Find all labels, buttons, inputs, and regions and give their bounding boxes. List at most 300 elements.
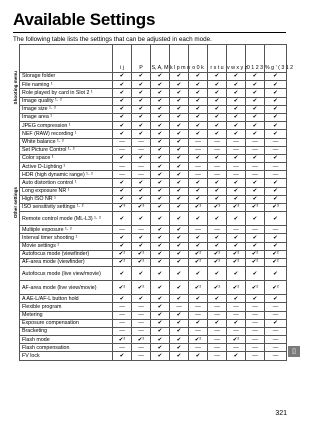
availability-cell: — [132, 303, 151, 311]
availability-cell: ✔ [265, 113, 287, 121]
availability-cell: — [113, 311, 132, 319]
availability-cell: ✔ [151, 212, 170, 226]
availability-cell: ✔ [132, 105, 151, 113]
availability-cell: — [189, 311, 208, 319]
table-row [20, 163, 287, 171]
availability-cell: — [132, 138, 151, 146]
availability-cell: — [265, 146, 287, 154]
availability-cell: ✔ [208, 234, 227, 242]
setting-name: Active D-Lighting ¹ [20, 163, 113, 171]
availability-cell: ✔³ [208, 204, 227, 212]
availability-cell: — [246, 163, 265, 171]
availability-cell: ✔ [246, 179, 265, 187]
setting-name: White balance ¹· ² [20, 138, 113, 146]
setting-name: Image area ¹ [20, 113, 113, 121]
availability-cell: — [189, 146, 208, 154]
availability-cell: ✔ [151, 226, 170, 234]
availability-cell: — [208, 146, 227, 154]
availability-cell: ✔ [170, 204, 189, 212]
availability-cell: — [265, 336, 287, 344]
availability-cell: ✔ [113, 212, 132, 226]
availability-cell: ✔³ [227, 204, 246, 212]
availability-cell: — [132, 163, 151, 171]
setting-name: AF-area mode (viewfinder) [20, 258, 113, 266]
table-row [20, 179, 287, 187]
availability-cell: ✔ [265, 242, 287, 250]
availability-cell: ✔ [189, 352, 208, 360]
setting-name: File naming ¹ [20, 81, 113, 89]
availability-cell: ✔ [132, 179, 151, 187]
availability-cell: ✔ [151, 295, 170, 303]
availability-cell: — [113, 138, 132, 146]
availability-cell: — [113, 163, 132, 171]
availability-cell: ✔ [208, 267, 227, 281]
availability-cell: ✔ [265, 73, 287, 81]
availability-cell: — [113, 303, 132, 311]
availability-cell: ✔² [265, 250, 287, 258]
setting-name: Long exposure NR ¹ [20, 187, 113, 195]
availability-cell: ✔ [132, 187, 151, 195]
availability-cell: ✔ [265, 89, 287, 97]
availability-cell: ✔ [170, 89, 189, 97]
availability-cell: — [170, 303, 189, 311]
availability-cell: ✔ [151, 336, 170, 344]
availability-cell: ✔ [170, 122, 189, 130]
availability-cell: ✔ [151, 267, 170, 281]
availability-cell: ✔ [208, 89, 227, 97]
setting-name: Bracketing [20, 327, 113, 335]
availability-cell: ✔² [208, 281, 227, 295]
availability-cell: ✔ [265, 81, 287, 89]
availability-cell: — [227, 163, 246, 171]
availability-cell: ✔ [227, 187, 246, 195]
availability-cell: ✔ [151, 319, 170, 327]
availability-cell: ✔ [208, 130, 227, 138]
availability-cell: ✔ [227, 319, 246, 327]
availability-cell: ✔² [189, 336, 208, 344]
table-row [20, 281, 287, 295]
availability-cell: ✔ [189, 89, 208, 97]
availability-cell: ✔ [132, 97, 151, 105]
availability-cell: ✔ [170, 344, 189, 352]
table-row [20, 195, 287, 203]
availability-cell: ✔ [113, 195, 132, 203]
availability-cell: ✔ [151, 171, 170, 179]
group-label-other-settings: Other settings [13, 187, 18, 219]
availability-cell: ✔ [151, 179, 170, 187]
settings-table-wrapper [19, 44, 294, 361]
availability-cell: ✔ [246, 234, 265, 242]
setting-name: Set Picture Control ¹· ² [20, 146, 113, 154]
table-row [20, 89, 287, 97]
availability-cell: ✔ [189, 295, 208, 303]
availability-cell: ✔ [208, 81, 227, 89]
availability-cell: ✔³ [246, 204, 265, 212]
availability-cell: ✔ [151, 163, 170, 171]
availability-cell: ✔ [132, 212, 151, 226]
availability-cell: ✔ [170, 195, 189, 203]
table-row [20, 327, 287, 335]
setting-name: NEF (RAW) recording ¹ [20, 130, 113, 138]
availability-cell: ✔ [170, 267, 189, 281]
availability-cell: — [265, 327, 287, 335]
availability-cell: ✔ [227, 195, 246, 203]
availability-cell: ✔³ [189, 204, 208, 212]
availability-cell: ✔ [208, 295, 227, 303]
availability-cell: ✔ [170, 179, 189, 187]
availability-cell: ✔ [227, 81, 246, 89]
availability-cell: ✔ [170, 73, 189, 81]
availability-cell: ✔² [132, 336, 151, 344]
availability-cell: ✔³ [265, 204, 287, 212]
availability-cell: ✔ [113, 295, 132, 303]
availability-cell: ✔ [113, 130, 132, 138]
availability-cell: ✔ [132, 267, 151, 281]
setting-name: Flash mode [20, 336, 113, 344]
availability-cell: ✔ [189, 319, 208, 327]
availability-cell: ✔ [151, 242, 170, 250]
availability-cell: ✔ [151, 281, 170, 295]
availability-cell: ✔ [189, 267, 208, 281]
availability-cell: ✔ [132, 81, 151, 89]
availability-cell: ✔ [246, 113, 265, 121]
availability-cell: ✔² [246, 250, 265, 258]
availability-cell: ✔² [265, 281, 287, 295]
availability-cell: ✔ [132, 295, 151, 303]
availability-cell: ✔² [113, 258, 132, 266]
header-mode-col: 0 1 2 3 [246, 45, 265, 73]
availability-cell: ✔ [170, 336, 189, 344]
availability-cell: — [265, 226, 287, 234]
availability-cell: ✔ [113, 154, 132, 162]
availability-cell: ✔ [227, 130, 246, 138]
availability-cell: ✔ [113, 105, 132, 113]
setting-name: Role played by card in Slot 2 ¹ [20, 89, 113, 97]
availability-cell: — [132, 146, 151, 154]
availability-cell: — [132, 226, 151, 234]
header-mode-col: P [132, 45, 151, 73]
availability-cell: ✔ [227, 154, 246, 162]
availability-cell: ✔ [113, 81, 132, 89]
availability-cell: ✔ [208, 242, 227, 250]
availability-cell: ✔ [151, 89, 170, 97]
setting-name: Autofocus mode (viewfinder) [20, 250, 113, 258]
availability-cell: — [265, 352, 287, 360]
availability-cell: ✔² [227, 336, 246, 344]
availability-cell: ✔ [246, 81, 265, 89]
availability-cell: — [113, 226, 132, 234]
setting-name: Interval timer shooting ¹ [20, 234, 113, 242]
availability-cell: ✔ [151, 97, 170, 105]
availability-cell: — [227, 311, 246, 319]
availability-cell: ✔ [170, 319, 189, 327]
availability-cell: — [246, 319, 265, 327]
availability-cell: ✔² [132, 281, 151, 295]
availability-cell: ✔ [246, 187, 265, 195]
availability-cell: — [227, 138, 246, 146]
availability-cell: ✔ [113, 352, 132, 360]
availability-cell: — [189, 163, 208, 171]
availability-cell: ✔² [113, 336, 132, 344]
availability-cell: — [265, 171, 287, 179]
availability-cell: ✔ [151, 138, 170, 146]
setting-name: Remote control mode (ML-L3) ¹· ² [20, 212, 113, 226]
availability-cell: — [227, 344, 246, 352]
availability-cell: — [246, 344, 265, 352]
availability-cell: ✔ [132, 154, 151, 162]
availability-cell: — [265, 311, 287, 319]
availability-cell: ✔ [246, 97, 265, 105]
availability-cell: ✔ [170, 212, 189, 226]
table-row [20, 171, 287, 179]
availability-cell: ✔ [170, 327, 189, 335]
availability-cell: — [189, 138, 208, 146]
availability-cell: — [265, 163, 287, 171]
availability-cell: — [265, 138, 287, 146]
availability-cell: — [208, 163, 227, 171]
availability-cell: ✔² [227, 250, 246, 258]
table-row [20, 234, 287, 242]
availability-cell: ✔ [227, 242, 246, 250]
setting-name: Image size ¹· ² [20, 105, 113, 113]
availability-cell: ✔ [227, 212, 246, 226]
availability-cell: ✔ [246, 267, 265, 281]
availability-cell: ✔ [170, 187, 189, 195]
availability-cell: — [246, 303, 265, 311]
availability-cell: ✔ [265, 97, 287, 105]
availability-cell: ✔² [265, 258, 287, 266]
availability-cell: — [113, 327, 132, 335]
availability-cell: ✔ [208, 179, 227, 187]
availability-cell: ✔ [189, 130, 208, 138]
setting-name: ISO sensitivity settings ¹· ² [20, 204, 113, 212]
availability-cell: ✔ [151, 81, 170, 89]
availability-cell: ✔ [189, 187, 208, 195]
header-mode-col: v w x y z [227, 45, 246, 73]
header-mode-col: S, A, M [151, 45, 170, 73]
availability-cell: ✔ [170, 281, 189, 295]
availability-cell: ✔ [189, 154, 208, 162]
availability-cell: ✔ [170, 113, 189, 121]
availability-cell: ✔ [170, 234, 189, 242]
availability-cell: ✔ [151, 250, 170, 258]
availability-cell: — [208, 327, 227, 335]
availability-cell: ✔² [227, 258, 246, 266]
availability-cell: ✔ [265, 267, 287, 281]
availability-cell: ✔ [227, 105, 246, 113]
setting-name: AF-area mode (live view/movie) [20, 281, 113, 295]
availability-cell: ✔ [113, 187, 132, 195]
availability-cell: ✔ [113, 89, 132, 97]
availability-cell: ✔ [151, 122, 170, 130]
table-row [20, 122, 287, 130]
availability-cell: ✔³ [132, 204, 151, 212]
setting-name: Exposure compensation [20, 319, 113, 327]
availability-cell: — [132, 327, 151, 335]
table-row [20, 105, 287, 113]
table-row [20, 242, 287, 250]
availability-cell: ✔ [151, 258, 170, 266]
availability-cell: — [113, 319, 132, 327]
setting-name: HDR (high dynamic range) ¹· ² [20, 171, 113, 179]
availability-cell: ✔ [208, 122, 227, 130]
availability-cell: — [132, 311, 151, 319]
table-row [20, 267, 287, 281]
availability-cell: ✔ [170, 130, 189, 138]
availability-cell: — [227, 303, 246, 311]
availability-cell: — [246, 311, 265, 319]
availability-cell: — [246, 226, 265, 234]
availability-cell: ✔ [208, 73, 227, 81]
availability-cell: — [113, 344, 132, 352]
availability-cell: ✔ [170, 352, 189, 360]
availability-cell: ✔ [151, 204, 170, 212]
availability-cell: ✔ [265, 195, 287, 203]
table-row [20, 204, 287, 212]
availability-cell: ✔ [132, 73, 151, 81]
availability-cell: ✔ [170, 311, 189, 319]
availability-cell: — [189, 303, 208, 311]
availability-cell: ✔ [246, 73, 265, 81]
availability-cell: ✔ [170, 146, 189, 154]
setting-name: Image quality ¹· ² [20, 97, 113, 105]
availability-cell: ✔² [208, 258, 227, 266]
availability-cell: ✔² [189, 281, 208, 295]
table-row [20, 187, 287, 195]
availability-cell: — [246, 146, 265, 154]
availability-cell: — [208, 311, 227, 319]
availability-cell: ✔ [151, 303, 170, 311]
availability-cell: — [227, 327, 246, 335]
availability-cell: ✔ [132, 130, 151, 138]
availability-cell: ✔ [227, 179, 246, 187]
availability-cell: — [208, 303, 227, 311]
availability-cell: ✔ [113, 267, 132, 281]
availability-cell: — [132, 171, 151, 179]
availability-cell: ✔ [189, 105, 208, 113]
availability-cell: ✔ [113, 113, 132, 121]
availability-cell: ✔ [189, 97, 208, 105]
availability-cell: ✔ [246, 212, 265, 226]
availability-cell: ✔ [113, 122, 132, 130]
availability-cell: ✔ [151, 146, 170, 154]
availability-cell: ✔ [170, 81, 189, 89]
availability-cell: ✔ [151, 234, 170, 242]
availability-cell: ✔ [265, 319, 287, 327]
setting-name: Color space ¹ [20, 154, 113, 162]
header-mode-col: o 0 k [189, 45, 208, 73]
availability-cell: — [189, 226, 208, 234]
availability-cell: ✔ [227, 122, 246, 130]
availability-cell: ✔ [265, 154, 287, 162]
setting-name: Flexible program [20, 303, 113, 311]
availability-cell: ✔ [208, 154, 227, 162]
availability-cell: — [208, 336, 227, 344]
availability-cell: — [189, 344, 208, 352]
availability-cell: ✔² [227, 281, 246, 295]
availability-cell: — [132, 344, 151, 352]
availability-cell: ✔ [189, 179, 208, 187]
table-row [20, 352, 287, 360]
table-row [20, 138, 287, 146]
setting-name: JPEG compression ¹ [20, 122, 113, 130]
availability-cell: ✔² [246, 258, 265, 266]
availability-cell: ✔ [265, 122, 287, 130]
table-row [20, 81, 287, 89]
availability-cell: ✔ [189, 73, 208, 81]
availability-cell: ✔ [189, 234, 208, 242]
table-row [20, 97, 287, 105]
availability-cell: ✔ [113, 73, 132, 81]
availability-cell: ✔² [208, 250, 227, 258]
availability-cell: — [246, 171, 265, 179]
availability-cell: ✔ [113, 234, 132, 242]
table-row [20, 336, 287, 344]
availability-cell: ✔ [246, 105, 265, 113]
availability-cell: ✔ [170, 154, 189, 162]
availability-cell: ✔ [227, 73, 246, 81]
availability-cell: ✔ [246, 195, 265, 203]
availability-cell: ✔ [208, 212, 227, 226]
availability-cell: — [132, 352, 151, 360]
header-mode-col: % g ' ( 3 1 2 [265, 45, 287, 73]
availability-cell: — [227, 226, 246, 234]
availability-cell: ✔ [208, 195, 227, 203]
availability-cell: ✔ [208, 97, 227, 105]
header-row [20, 45, 287, 73]
availability-cell: ✔ [113, 97, 132, 105]
availability-cell: ✔³ [113, 204, 132, 212]
page-title: Available Settings [13, 10, 156, 29]
availability-cell: ✔ [132, 195, 151, 203]
table-row [20, 319, 287, 327]
availability-cell: ✔ [246, 154, 265, 162]
availability-cell: ✔ [151, 105, 170, 113]
availability-cell: — [208, 352, 227, 360]
setting-name: High ISO NR ¹ [20, 195, 113, 203]
table-row [20, 295, 287, 303]
availability-cell: ✔² [189, 258, 208, 266]
availability-cell: ✔ [132, 242, 151, 250]
setting-name: Multiple exposure ¹· ² [20, 226, 113, 234]
availability-cell: ✔² [132, 258, 151, 266]
availability-cell: ✔ [170, 258, 189, 266]
availability-cell: ✔² [113, 281, 132, 295]
availability-cell: ✔ [246, 242, 265, 250]
table-row [20, 303, 287, 311]
availability-cell: ✔ [265, 295, 287, 303]
availability-cell: ✔ [113, 179, 132, 187]
table-row [20, 146, 287, 154]
availability-cell: ✔ [246, 122, 265, 130]
availability-cell: ✔ [170, 163, 189, 171]
availability-cell: ✔² [189, 250, 208, 258]
availability-cell: ✔ [227, 295, 246, 303]
availability-cell: ✔ [170, 138, 189, 146]
availability-cell: ✔ [170, 97, 189, 105]
availability-cell: ✔ [151, 130, 170, 138]
availability-cell: ✔ [189, 212, 208, 226]
setting-name: A AE-L/AF-L button hold [20, 295, 113, 303]
table-row [20, 311, 287, 319]
group-label-shooting-menu: Shooting menu [13, 71, 18, 105]
table-row [20, 344, 287, 352]
availability-cell: — [246, 138, 265, 146]
availability-cell: — [208, 138, 227, 146]
header-mode-col: r s t u [208, 45, 227, 73]
availability-cell: ✔ [151, 195, 170, 203]
availability-cell: ✔ [265, 105, 287, 113]
